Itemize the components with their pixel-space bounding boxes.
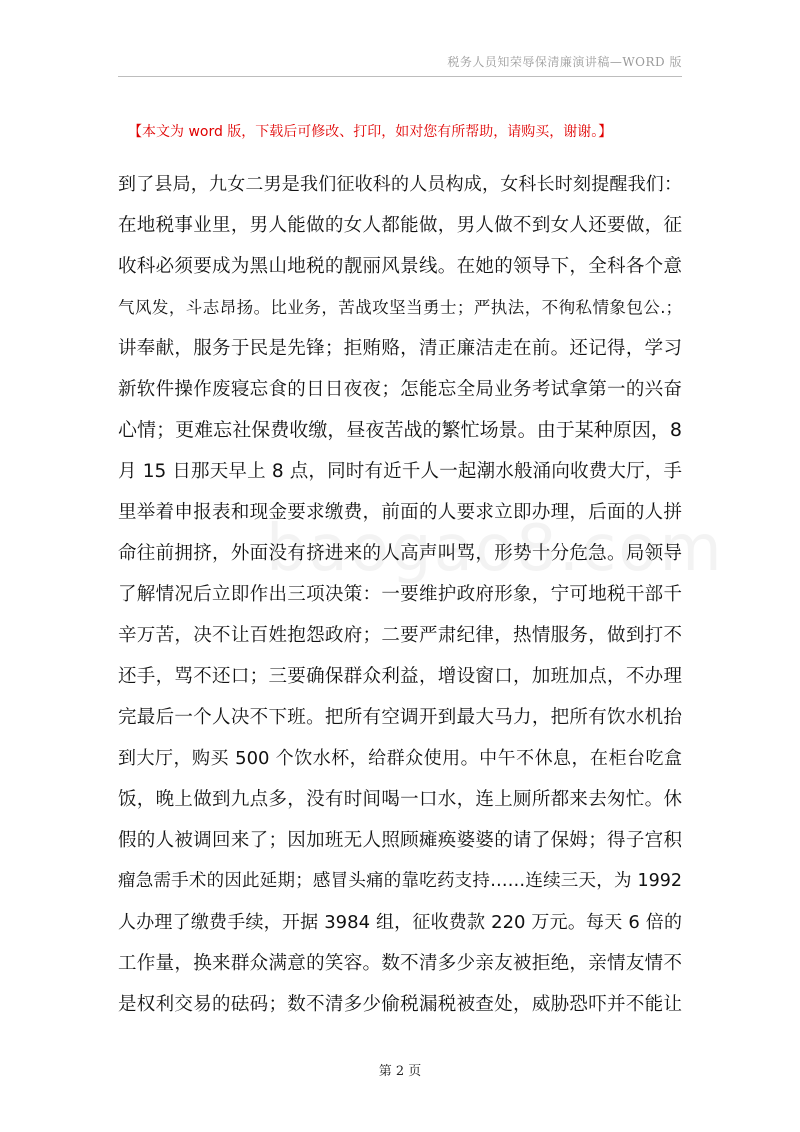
body-line: 辛万苦，决不让百姓抱怨政府；二要严肃纪律，热情服务，做到打不 [118,625,682,646]
body-line: 里举着申报表和现金要求缴费，前面的人要求立即办理，后面的人拼 [118,502,682,523]
body-line: 了解情况后立即作出三项决策：一要维护政府形象，宁可地税干部千 [118,584,682,605]
body-line: 气风发，斗志昂扬。比业务，苦战攻坚当勇士；严执法，不徇私情象包公.； [118,298,682,317]
body-line: 工作量，换来群众满意的笑容。数不清多少亲友被拒绝，亲情友情不 [118,953,682,974]
body-line: 心情；更难忘社保费收缴，昼夜苦战的繁忙场景。由于某种原因，8 [118,419,682,441]
body-line: 人办理了缴费手续，开据 3984 组，征收费款 220 万元。每天 6 倍的 [118,912,682,933]
body-line: 假的人被调回来了；因加班无人照顾瘫痪婆婆的请了保姆；得子宫积 [118,830,682,851]
page-header-title: 税务人员知荣辱保清廉演讲稿—WORD 版 [447,55,682,69]
body-line: 到大厅，购买 500 个饮水杯，给群众使用。中午不休息，在柜台吃盒 [118,748,682,769]
body-line: 在地税事业里，男人能做的女人都能做，男人做不到女人还要做，征 [118,215,682,236]
body-line: 收科必须要成为黑山地税的靓丽风景线。在她的领导下，全科各个意 [118,256,682,277]
body-line: 命往前拥挤，外面没有挤进来的人高声叫骂，形势十分危急。局领导 [118,543,682,564]
body-line: 月 15 日那天早上 8 点，同时有近千人一起潮水般涌向收费大厅，手 [118,461,682,482]
body-line: 讲奉献，服务于民是先锋；拒贿赂，清正廉洁走在前。还记得，学习 [118,338,682,359]
body-line: 是权利交易的砝码；数不清多少偷税漏税被查处，威胁恐吓并不能让 [118,994,682,1015]
body-line: 完最后一个人决不下班。把所有空调开到最大马力，把所有饮水机抬 [118,707,682,728]
body-line: 瘤急需手术的因此延期；感冒头痛的靠吃药支持……连续三天，为 1992 [118,871,682,891]
page-number: 第 2 页 [378,1064,422,1079]
body-line: 到了县局，九女二男是我们征收科的人员构成，女科长时刻提醒我们： [118,174,682,195]
body-line: 饭，晚上做到九点多，没有时间喝一口水，连上厕所都来去匆忙。休 [118,789,682,810]
body-line: 新软件操作废寝忘食的日日夜夜；怎能忘全局业务考试拿第一的兴奋 [118,379,682,400]
body-paragraph [118,164,682,1025]
body-line: 还手，骂不还口；三要确保群众利益，增设窗口，加班加点，不办理 [118,666,682,687]
header-divider [118,76,682,77]
download-notice: 【本文为 word 版，下载后可修改、打印，如对您有所帮助，请购买，谢谢。】 [128,124,613,140]
